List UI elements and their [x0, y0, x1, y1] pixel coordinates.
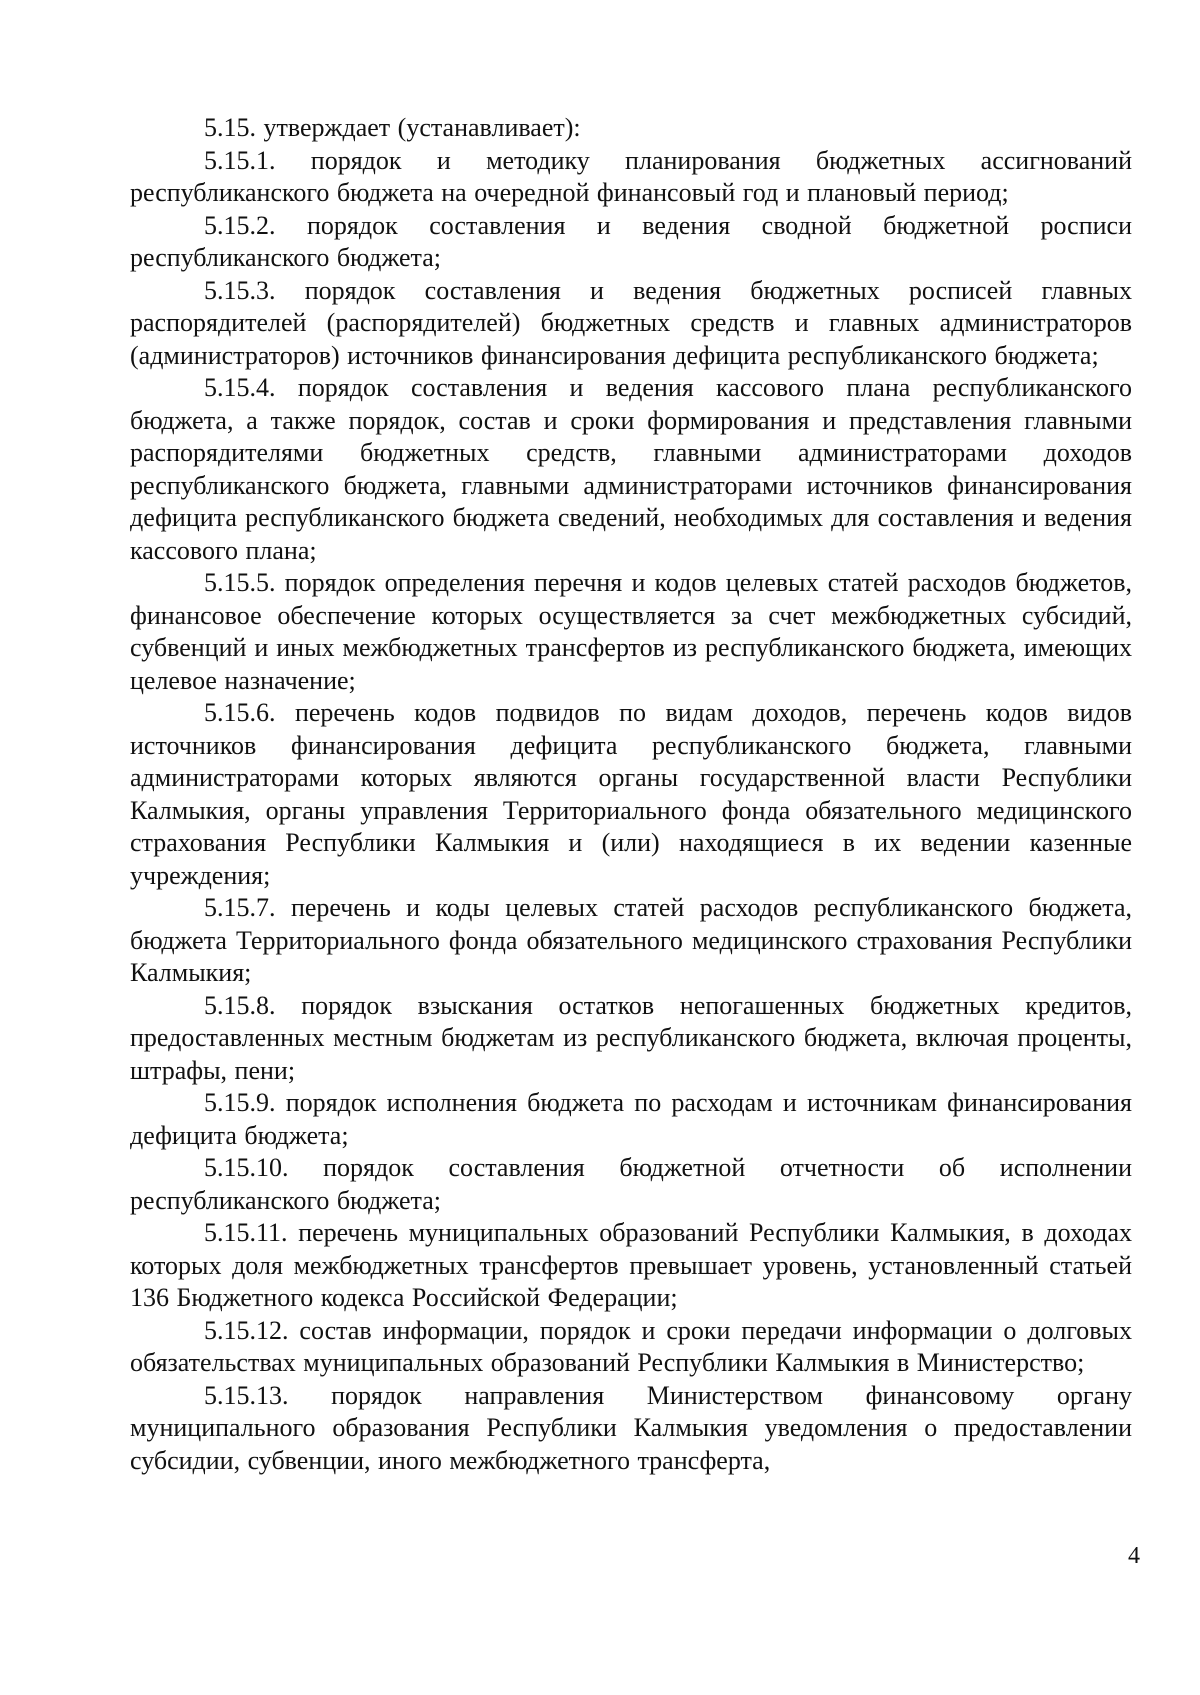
- paragraph-5-15-8: 5.15.8. порядок взыскания остатков непогашенных бюджетных кредитов, предоставленных местным бюджетам из республиканского бюджета, включая проценты, штрафы, пени;: [130, 990, 1132, 1085]
- paragraph-5-15-6: 5.15.6. перечень кодов подвидов по видам доходов, перечень кодов видов источников финансирования дефицита республиканского бюджета, главными администраторами которых являются органы государственной власти Республики Калмыкия, органы управления Территориального фонда обязательного медицинского страхования Республики Калмыкия и (или) находящиеся в их ведении казенные учреждения;: [130, 698, 1132, 890]
- paragraph-5-15-12: 5.15.12. состав информации, порядок и сроки передачи информации о долговых обязательствах муниципальных образований Республики Калмыкия в Министерство;: [130, 1315, 1132, 1377]
- paragraph-5-15-7: 5.15.7. перечень и коды целевых статей расходов республиканского бюджета, бюджета Территориального фонда обязательного медицинского страхования Республики Калмыкия;: [130, 893, 1132, 987]
- paragraph-5-15-3: 5.15.3. порядок составления и ведения бюджетных росписей главных распорядителей (распорядителей) бюджетных средств и главных администраторов (администраторов) источников финансирования дефицита республиканского бюджета;: [130, 275, 1132, 370]
- document-body: [130, 112, 1132, 1477]
- paragraph-5-15-4: 5.15.4. порядок составления и ведения кассового плана республиканского бюджета, а также порядок, состав и сроки формирования и представления главными распорядителями бюджетных средств, главными администраторами доходов республиканского бюджета, главными администраторами источников финансирования дефицита республиканского бюджета сведений, необходимых для составления и ведения кассового плана;: [130, 373, 1132, 565]
- page-number: 4: [1128, 1543, 1140, 1569]
- paragraph-5-15-9: 5.15.9. порядок исполнения бюджета по расходам и источникам финансирования дефицита бюджета;: [130, 1088, 1132, 1150]
- paragraph-5-15-1: 5.15.1. порядок и методику планирования бюджетных ассигнований республиканского бюджета на очередной финансовый год и плановый период;: [130, 145, 1132, 207]
- paragraph-5-15-2: 5.15.2. порядок составления и ведения сводной бюджетной росписи республиканского бюджета;: [130, 210, 1132, 272]
- paragraph-5-15-11: 5.15.11. перечень муниципальных образований Республики Калмыкия, в доходах которых доля межбюджетных трансфертов превышает уровень, установленный статьей 136 Бюджетного кодекса Российской Федерации;: [130, 1218, 1132, 1312]
- paragraph-5-15-5: 5.15.5. порядок определения перечня и кодов целевых статей расходов бюджетов, финансовое обеспечение которых осуществляется за счет межбюджетных субсидий, субвенций и иных межбюджетных трансфертов из республиканского бюджета, имеющих целевое назначение;: [130, 568, 1132, 695]
- paragraph-5-15-10: 5.15.10. порядок составления бюджетной отчетности об исполнении республиканского бюджета;: [130, 1153, 1132, 1215]
- paragraph-5-15-13: 5.15.13. порядок направления Министерством финансовому органу муниципального образования Республики Калмыкия уведомления о предоставлении субсидии, субвенции, иного межбюджетного трансферта,: [130, 1380, 1132, 1475]
- paragraph-5-15: 5.15. утверждает (устанавливает):: [204, 113, 581, 142]
